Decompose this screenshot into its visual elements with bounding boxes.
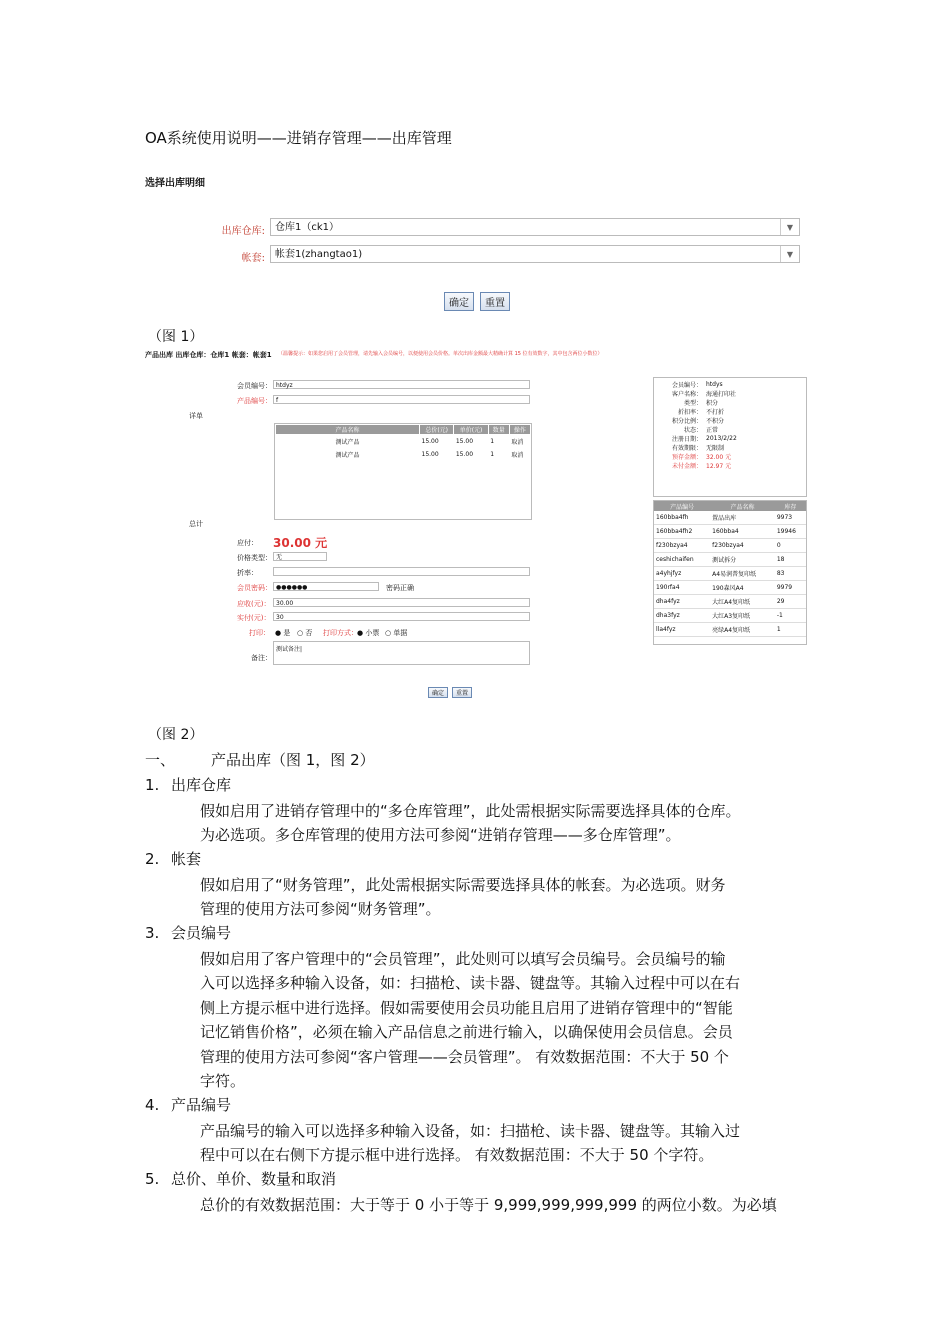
- section-paragraph: [200, 873, 810, 922]
- member-info-key: 有效期限：: [671, 445, 702, 452]
- paragraph-line: 管理的使用方法可参阅“财务管理”。: [200, 900, 441, 918]
- member-info-key: 未付金额：: [671, 463, 702, 470]
- stock-row[interactable]: [654, 595, 806, 609]
- member-info-value: 不积分: [706, 418, 725, 425]
- stock-cell: 83: [775, 567, 806, 581]
- section-paragraph: [200, 1193, 810, 1218]
- stock-row[interactable]: [654, 553, 806, 567]
- fig2-tip: （温馨提示：如果您启用了会员管理，请先输入会员编号，以便使用会员价格。单次出库金额最大精确计算 15 位有效数字，其中包含两位小数位）: [278, 351, 603, 357]
- section-paragraph: [200, 799, 810, 848]
- member-info-value: 32.00 元: [706, 454, 732, 461]
- total-label: 总计: [189, 520, 203, 528]
- stock-cell: 160bba4fh: [654, 511, 710, 525]
- product-no-label: 产品编号：: [237, 397, 272, 405]
- stock-cell: 29: [775, 595, 806, 609]
- paragraph-line: 管理的使用方法可参阅“客户管理——会员管理”。 有效数据范围：不大于 50 个: [200, 1047, 729, 1066]
- member-info-value: 正常: [706, 427, 719, 434]
- member-info-row: [654, 452, 739, 461]
- fig2-caption: （图 2）: [148, 727, 204, 743]
- section-paragraph: [200, 1119, 810, 1168]
- price-type-select[interactable]: 无: [273, 552, 327, 561]
- member-info-row: [654, 380, 739, 389]
- paragraph-line: 字符。: [200, 1072, 246, 1090]
- stock-cell: 0: [775, 539, 806, 553]
- figure-2: [145, 345, 810, 705]
- stock-row[interactable]: [654, 623, 806, 637]
- warehouse-select[interactable]: [270, 218, 800, 236]
- stock-cell: -1: [775, 609, 806, 623]
- stock-row[interactable]: [654, 511, 806, 525]
- stock-row[interactable]: [654, 609, 806, 623]
- section-paragraph: [200, 947, 810, 1094]
- member-info-table: [654, 380, 739, 470]
- pwd-ok: 密码正确: [386, 584, 414, 592]
- table-row: 测试产品 15.00 15.00 1 取消: [276, 448, 531, 461]
- paragraph-line: 假如启用了进销存管理中的“多仓库管理”，此处需根据实际需要选择具体的仓库。: [200, 801, 741, 820]
- pwd-label: 会员密码：: [237, 584, 272, 592]
- document-title: OA系统使用说明——进销存管理——出库管理: [145, 129, 452, 147]
- stock-row[interactable]: [654, 525, 806, 539]
- due-value: 30.00 元: [273, 536, 328, 550]
- receive-label: 应收(元)：: [237, 600, 271, 608]
- stock-cell: 亮绿A4复印纸: [710, 623, 775, 637]
- member-info-value: 无限制: [706, 445, 725, 452]
- member-info-key: 折扣率：: [677, 409, 702, 416]
- paragraph-line: 假如启用了客户管理中的“会员管理”，此处则可以填写会员编号。会员编号的输: [200, 949, 726, 968]
- stock-cell: 9979: [775, 581, 806, 595]
- col-op: 操作: [509, 425, 530, 435]
- paragraph-line: 产品编号的输入可以选择多种输入设备，如：扫描枪、读卡器、键盘等。其输入过: [200, 1121, 741, 1140]
- stock-col-name: 产品名称: [710, 501, 775, 511]
- stock-cell: 大红A3复印纸: [710, 609, 775, 623]
- warehouse-value: 仓库1（ck1）: [275, 222, 340, 233]
- stock-cell: 190森风A4: [710, 581, 775, 595]
- chevron-down-icon: ▼: [780, 219, 799, 235]
- reset-button[interactable]: 重置: [452, 687, 472, 698]
- member-info-key: 类型：: [683, 400, 702, 407]
- cancel-link[interactable]: 取消: [511, 452, 524, 459]
- stock-row[interactable]: [654, 567, 806, 581]
- paragraph-line: 程中可以在右侧下方提示框中进行选择。 有效数据范围：不大于 50 个字符。: [200, 1146, 714, 1164]
- paid-input[interactable]: 30: [273, 612, 530, 621]
- paragraph-line: 记忆销售价格”，必须在输入产品信息之前进行输入，以确保使用会员信息。会员: [200, 1023, 733, 1041]
- print-no-radio[interactable]: ○ 否: [297, 629, 313, 637]
- paragraph-line: 假如启用了“财务管理”，此处需根据实际需要选择具体的帐套。为必选项。财务: [200, 875, 726, 894]
- member-info-row: [654, 443, 739, 452]
- print-yes-radio[interactable]: ● 是: [275, 629, 291, 637]
- account-label: 帐套:: [241, 253, 265, 264]
- fig1-caption: （图 1）: [148, 329, 204, 345]
- stock-cell: 160bba4: [710, 525, 775, 539]
- col-price: 单价(元): [454, 425, 488, 435]
- discount-label: 折率：: [237, 569, 258, 577]
- member-info-value: 2013/2/22: [706, 435, 737, 442]
- member-info-key: 状态：: [683, 427, 702, 434]
- member-info-key: 客户名称：: [671, 391, 702, 398]
- member-info-row: [654, 461, 739, 470]
- member-info-key: 注册日期：: [671, 436, 702, 443]
- stock-cell: a4yhjfyz: [654, 567, 710, 581]
- section-heading: 1. 出库仓库: [145, 776, 232, 794]
- member-info-row: [654, 389, 739, 398]
- print-mode-label: 打印方式：: [323, 629, 358, 637]
- member-info-value: htdys: [706, 381, 723, 388]
- stock-row[interactable]: [654, 539, 806, 553]
- member-info-value: 海通打印社: [706, 391, 737, 398]
- stock-cell: f230bzya4: [654, 539, 710, 553]
- product-no-input[interactable]: f: [273, 395, 530, 404]
- member-info-panel: [653, 377, 807, 497]
- price-type-label: 价格类型：: [237, 554, 272, 562]
- remark-textarea[interactable]: 测试备注|: [273, 641, 530, 665]
- account-select[interactable]: [270, 245, 800, 263]
- member-info-key: 积分比例：: [671, 418, 702, 425]
- col-name: 产品名称: [276, 425, 420, 435]
- stock-cell: 1: [775, 623, 806, 637]
- section-heading: 3. 会员编号: [145, 924, 232, 942]
- member-info-row: [654, 416, 739, 425]
- member-info-row: [654, 434, 739, 443]
- paragraph-line: 为必选项。多仓库管理的使用方法可参阅“进销存管理——多仓库管理”。: [200, 826, 681, 844]
- confirm-button[interactable]: 确定: [444, 292, 474, 311]
- due-label: 应付：: [237, 539, 258, 547]
- fig2-topbar: 产品出库 出库仓库：仓库1 帐套：帐套1: [145, 351, 272, 359]
- pwd-input[interactable]: ●●●●●●: [273, 582, 379, 591]
- paragraph-line: 入可以选择多种输入设备，如：扫描枪、读卡器、键盘等。其输入过程中可以在右: [200, 974, 741, 992]
- col-qty: 数量: [488, 425, 509, 435]
- section-heading: 5. 总价、单价、数量和取消: [145, 1170, 337, 1188]
- confirm-button[interactable]: 确定: [428, 687, 448, 698]
- stock-cell: dha3fyz: [654, 609, 710, 623]
- chevron-down-icon: ▼: [780, 246, 799, 262]
- print-label: 打印：: [249, 629, 270, 637]
- stock-cell: 19946: [775, 525, 806, 539]
- paragraph-line: 总价的有效数据范围：大于等于 0 小于等于 9,999,999,999,999 的两位小数。为必填: [200, 1195, 777, 1214]
- receive-input[interactable]: 30.00: [273, 598, 530, 607]
- member-info-value: 不打折: [706, 409, 725, 416]
- stock-cell: 测试拆分: [710, 553, 775, 567]
- stock-col-code: 产品编号: [654, 501, 710, 511]
- warehouse-label: 出库仓库:: [221, 226, 265, 237]
- member-info-key: 会员编号：: [671, 382, 702, 389]
- account-value: 帐套1(zhangtao1): [275, 249, 363, 260]
- section-heading: 4. 产品编号: [145, 1096, 232, 1114]
- paid-label: 实付(元)：: [237, 614, 271, 622]
- fig1-header: 选择出库明细: [145, 178, 205, 189]
- stock-cell: A4易润普复印纸: [710, 567, 775, 581]
- print-small-radio[interactable]: ● 小票: [357, 629, 380, 637]
- stock-cell: 9973: [775, 511, 806, 525]
- member-no-input[interactable]: htdyz: [273, 380, 530, 389]
- col-total: 总价(元): [420, 425, 454, 435]
- product-table: [275, 424, 531, 461]
- member-info-key: 预存金额：: [671, 454, 702, 461]
- stock-cell: 置品出库: [710, 511, 775, 525]
- cancel-link[interactable]: 取消: [511, 439, 524, 446]
- stock-col-qty: 库存: [775, 501, 806, 511]
- stock-cell: 大红A4复印纸: [710, 595, 775, 609]
- remark-label: 备注：: [251, 654, 272, 662]
- reset-button[interactable]: 重置: [480, 292, 510, 311]
- paragraph-line: 侧上方提示框中进行选择。假如需要使用会员功能且启用了进销存管理中的“智能: [200, 998, 733, 1017]
- member-info-row: [654, 398, 739, 407]
- member-info-row: [654, 407, 739, 416]
- print-bill-radio[interactable]: ○ 单据: [385, 629, 408, 637]
- stock-cell: f230bzya4: [710, 539, 775, 553]
- detail-label: 详单: [189, 412, 203, 420]
- stock-cell: 18: [775, 553, 806, 567]
- member-info-value: 积分: [706, 400, 719, 407]
- main-heading: 一、 产品出库（图 1，图 2）: [145, 751, 375, 769]
- product-table-box: [274, 423, 532, 520]
- discount-input[interactable]: [273, 567, 530, 576]
- stock-cell: dha4fyz: [654, 595, 710, 609]
- stock-cell: 190rfa4: [654, 581, 710, 595]
- member-no-label: 会员编号：: [237, 382, 272, 390]
- stock-cell: lla4fyz: [654, 623, 710, 637]
- stock-table: [654, 501, 806, 637]
- stock-cell: 160bba4fh2: [654, 525, 710, 539]
- figure-1: [145, 168, 815, 318]
- stock-row[interactable]: [654, 581, 806, 595]
- stock-panel: [653, 500, 807, 645]
- section-heading: 2. 帐套: [145, 850, 202, 868]
- member-info-row: [654, 425, 739, 434]
- member-info-value: 12.97 元: [706, 463, 732, 470]
- table-row: 测试产品 15.00 15.00 1 取消: [276, 435, 531, 449]
- stock-cell: ceshichaifen: [654, 553, 710, 567]
